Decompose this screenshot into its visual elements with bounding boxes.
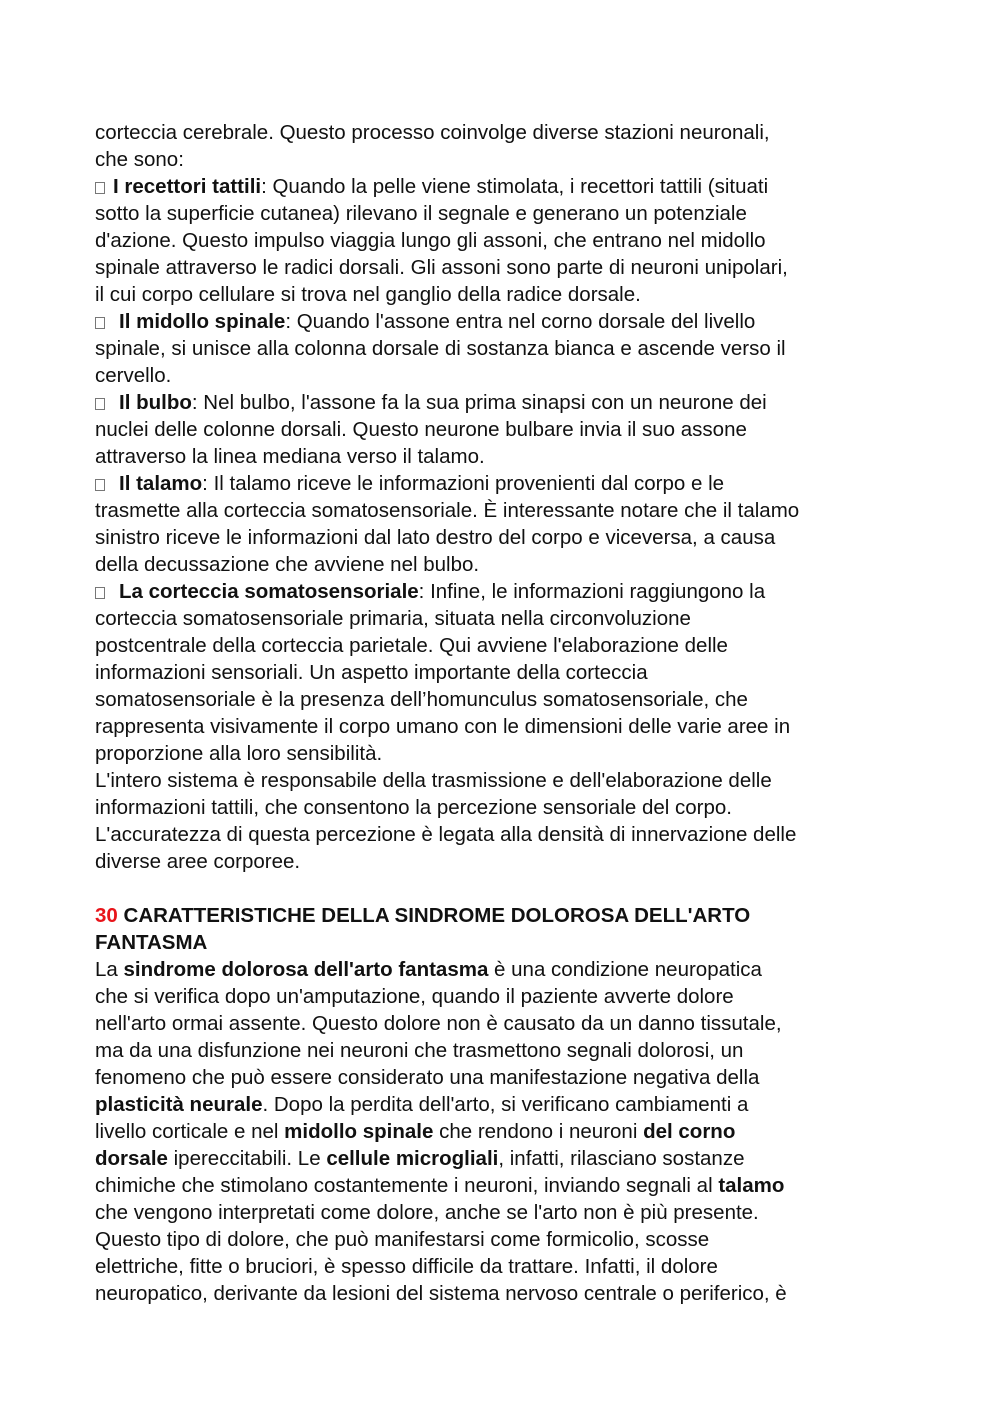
body-line: che vengono interpretati come dolore, anche se l'arto non è più presente. (95, 1201, 759, 1224)
paragraph-line: spinale, si unisce alla colonna dorsale di sostanza bianca e ascende verso il (95, 337, 786, 360)
paragraph-line: trasmette alla corteccia somatosensoriale. È interessante notare che il talamo (95, 499, 800, 522)
bullet-icon (95, 182, 105, 194)
body-bold: cellule microgliali (326, 1147, 499, 1170)
intro-line: corteccia cerebrale. Questo processo coinvolge diverse stazioni neuronali, (95, 121, 770, 144)
body-text: . Dopo la perdita dell'arto, si verificano cambiamenti a (262, 1093, 749, 1116)
paragraph-line: proporzione alla loro sensibilità. (95, 742, 383, 765)
bullet-icon (95, 398, 105, 410)
bullet-icon (95, 317, 105, 329)
section-heading (95, 902, 940, 929)
section-heading-continued: FANTASMA (95, 931, 208, 954)
paragraph-line: nuclei delle colonne dorsali. Questo neurone bulbare invia il suo assone (95, 418, 747, 441)
paragraph-line: della decussazione che avviene nel bulbo. (95, 553, 480, 576)
paragraph-line: rappresenta visivamente il corpo umano con le dimensioni delle varie aree in (95, 715, 791, 738)
paragraph-line: corteccia somatosensoriale primaria, situata nella circonvoluzione (95, 607, 691, 630)
section-title: CARATTERISTICHE DELLA SINDROME DOLOROSA DELL'ARTO (117, 904, 751, 927)
paragraph-line: informazioni sensoriali. Un aspetto importante della corteccia (95, 661, 648, 684)
body-text: ipereccitabili. Le (167, 1147, 327, 1170)
summary-line: informazioni tattili, che consentono la percezione sensoriale del corpo. (95, 796, 733, 819)
body-line (95, 956, 940, 983)
body-text: chimiche che stimolano costantemente i neuroni, inviando segnali al (95, 1174, 719, 1197)
paragraph-line: cervello. (95, 364, 172, 387)
body-bold: midollo spinale (284, 1120, 434, 1143)
bullet-text: : Quando l'assone entra nel corno dorsale del livello (285, 310, 756, 333)
bullet-icon (95, 479, 105, 491)
paragraph-line: sotto la superficie cutanea) rilevano il segnale e generano un potenziale (95, 202, 747, 225)
body-line: fenomeno che può essere considerato una manifestazione negativa della (95, 1066, 760, 1089)
body-bold: sindrome dolorosa dell'arto fantasma (123, 958, 489, 981)
bullet-text: : Infine, le informazioni raggiungono la (418, 580, 766, 603)
body-line (95, 1172, 940, 1199)
bullet-title: La corteccia somatosensoriale (119, 580, 419, 603)
summary-line: L'intero sistema è responsabile della trasmissione e dell'elaborazione delle (95, 769, 772, 792)
paragraph-line: attraverso la linea mediana verso il talamo. (95, 445, 485, 468)
intro-line: che sono: (95, 148, 184, 171)
bullet-icon (95, 587, 105, 599)
body-line: nell'arto ormai assente. Questo dolore non è causato da un danno tissutale, (95, 1012, 782, 1035)
bullet-midollo-spinale (95, 308, 940, 335)
body-text: livello corticale e nel (95, 1120, 285, 1143)
body-bold: talamo (718, 1174, 785, 1197)
summary-line: diverse aree corporee. (95, 850, 301, 873)
body-line (95, 1118, 940, 1145)
bullet-talamo (95, 470, 940, 497)
section-number: 30 (95, 904, 118, 927)
bullet-title: Il midollo spinale (119, 310, 286, 333)
paragraph-line: spinale attraverso le radici dorsali. Gli assoni sono parte di neuroni unipolari, (95, 256, 788, 279)
paragraph-line: il cui corpo cellulare si trova nel ganglio della radice dorsale. (95, 283, 641, 306)
bullet-text: : Il talamo riceve le informazioni provenienti dal corpo e le (202, 472, 725, 495)
body-line: che si verifica dopo un'amputazione, quando il paziente avverte dolore (95, 985, 734, 1008)
bullet-text: : Nel bulbo, l'assone fa la sua prima sinapsi con un neurone dei (191, 391, 767, 414)
body-bold: del corno (643, 1120, 736, 1143)
body-bold: dorsale (95, 1147, 168, 1170)
bullet-bulbo (95, 389, 940, 416)
body-line (95, 1145, 940, 1172)
body-line (95, 1091, 940, 1118)
body-text: che rendono i neuroni (433, 1120, 644, 1143)
body-line: neuropatico, derivante da lesioni del sistema nervoso centrale o periferico, è (95, 1282, 787, 1305)
bullet-text: : Quando la pelle viene stimolata, i recettori tattili (situati (261, 175, 769, 198)
bullet-recettori-tattili (95, 173, 940, 200)
body-line: Questo tipo di dolore, che può manifestarsi come formicolio, scosse (95, 1228, 710, 1251)
summary-line: L'accuratezza di questa percezione è legata alla densità di innervazione delle (95, 823, 797, 846)
paragraph-line: somatosensoriale è la presenza dell’homunculus somatosensoriale, che (95, 688, 748, 711)
body-text: è una condizione neuropatica (488, 958, 762, 981)
paragraph-line: postcentrale della corteccia parietale. Qui avviene l'elaborazione delle (95, 634, 728, 657)
bullet-title: Il talamo (119, 472, 203, 495)
body-text: , infatti, rilasciano sostanze (498, 1147, 745, 1170)
bullet-corteccia-somatosensoriale (95, 578, 940, 605)
body-line: ma da una disfunzione nei neuroni che trasmettono segnali dolorosi, un (95, 1039, 744, 1062)
bullet-title: Il bulbo (119, 391, 192, 414)
paragraph-line: d'azione. Questo impulso viaggia lungo gli assoni, che entrano nel midollo (95, 229, 766, 252)
section-spacer (95, 875, 940, 902)
body-bold: plasticità neurale (95, 1093, 263, 1116)
bullet-title: I recettori tattili (113, 175, 262, 198)
paragraph-line: sinistro riceve le informazioni dal lato destro del corpo e viceversa, a causa (95, 526, 776, 549)
body-text: La (95, 958, 124, 981)
body-line: elettriche, fitte o bruciori, è spesso difficile da trattare. Infatti, il dolore (95, 1255, 718, 1278)
